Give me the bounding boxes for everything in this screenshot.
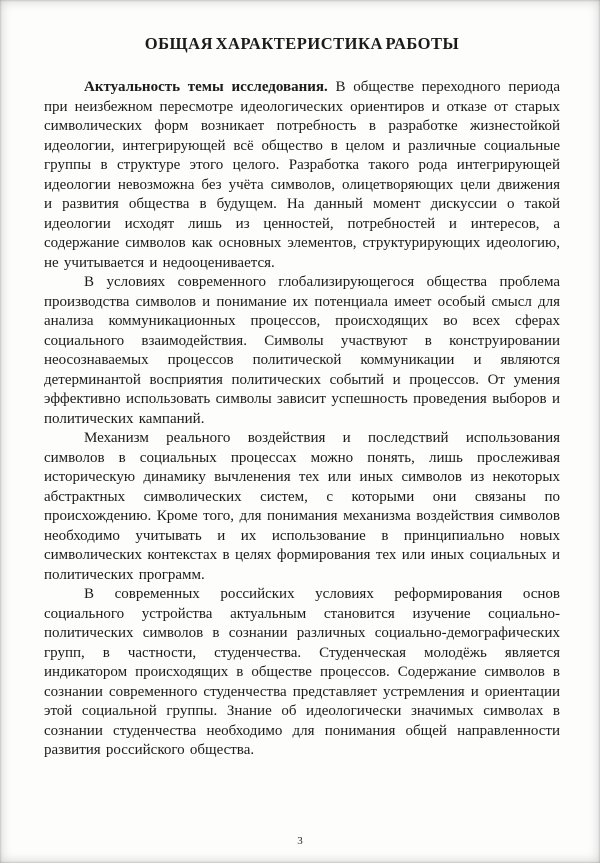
page-number: 3 [297, 835, 303, 847]
paragraph [44, 429, 560, 585]
paragraph [44, 585, 560, 761]
paragraph-text: В современных российских условиях реформирования основ социального устройства актуальным становится изучение социально-политических символов в сознании различных социально-демографических групп, в частности, студенчества. Студенческая молодёжь является индикатором происходящих в обществе процессов. Содержание символов в сознании современного студенчества представляет устремления и ориентации этой социальной группы. Знание об идеологически значимых символах в сознании студенчества необходимо для понимания общей направленности развития российского общества. [44, 586, 560, 758]
paragraph [44, 78, 560, 273]
paragraph-text: В условиях современного глобализирующегося общества проблема производства символов и понимание их потенциала имеет особый смысл для анализа коммуникационных процессов, происходящих во всех сферах социального взаимодействия. Символы участвуют в конструировании неосознаваемых процессов политической коммуникации и являются детерминантой восприятия политических событий и процессов. От умения эффективно использовать символы зависит успешность проведения выборов и политических кампаний. [44, 274, 560, 427]
paragraph-text: Механизм реального воздействия и последствий использования символов в социальных процессах можно понять, лишь прослеживая историческую динамику вычленения тех или иных символов из некоторых абстрактных символических систем, с которыми они связаны по происхождению. Кроме того, для понимания механизма воздействия символов необходимо учитывать и их использование в принципиально новых символических контекстах в целях формирования тех или иных социальных и политических программ. [44, 430, 560, 583]
paragraph-text: В обществе переходного периода при неизбежном пересмотре идеологических ориентиров и отказе от старых символических форм возникает потребность в разработке жизнестойкой идеологии, интегрирующей всё общество в целом и различные социальные группы в структуре этого целого. Разработка такого рода интегрирующей идеологии невозможна без учёта символов, олицетворяющих цели движения и развития общества в будущем. На данный момент дискуссии о такой идеологии исходят лишь из ценностей, потребностей и интересов, а содержание символов как основных элементов, структурирующих идеологию, не учитывается и недооценивается. [44, 79, 561, 271]
paragraph-lead: Актуальность темы исследования. [84, 79, 328, 95]
paragraph [44, 273, 560, 429]
page-title: ОБЩАЯ ХАРАКТЕРИСТИКА РАБОТЫ [144, 34, 460, 53]
